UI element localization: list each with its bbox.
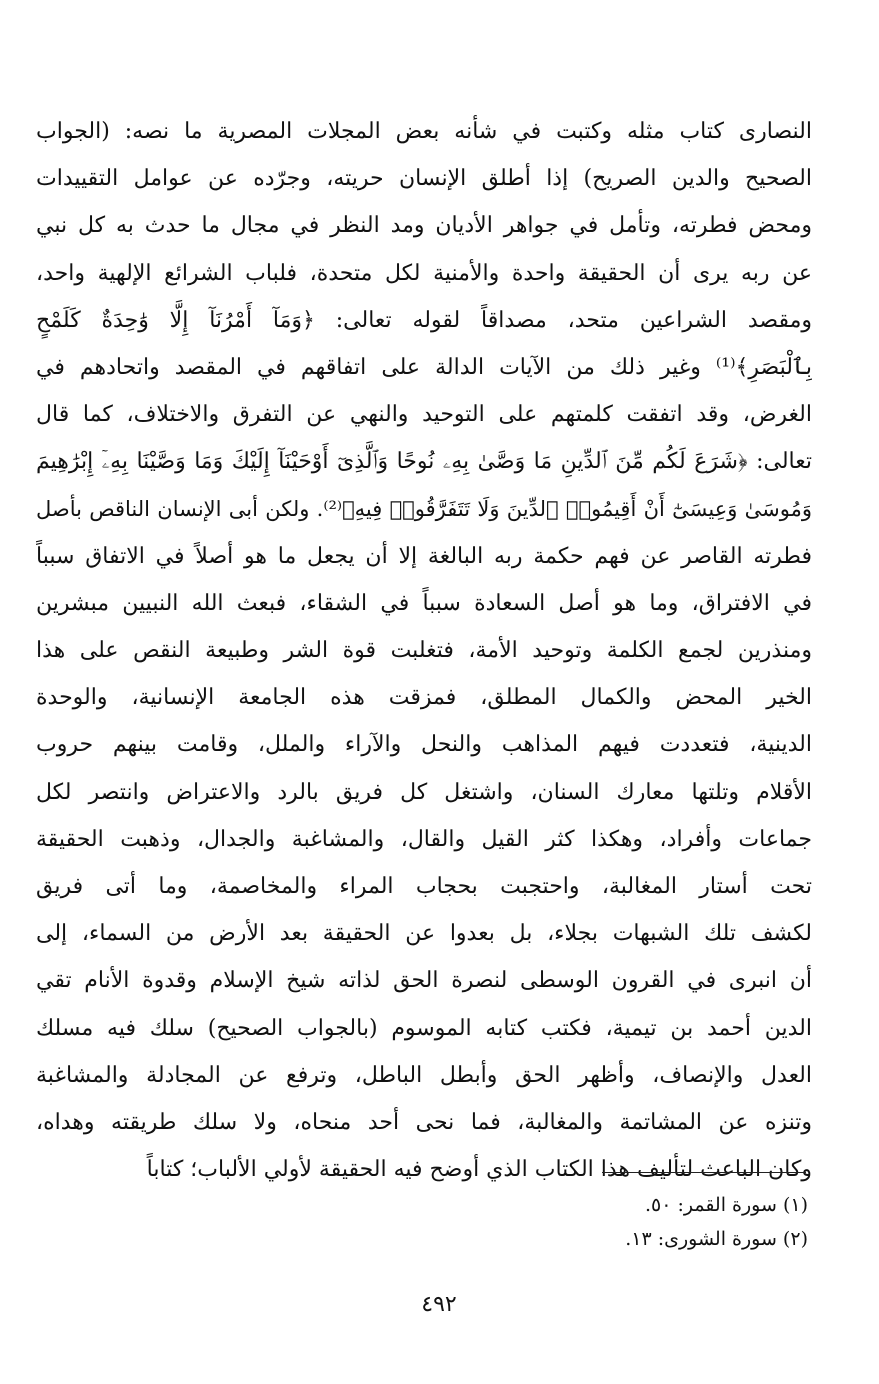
- text-line: ومقصد الشراعين متحد، مصداقاً لقوله تعالى: ﴿وَمَآ أَمْرُنَآ إِلَّا وَٰحِدَةٌ كَلَمْحٍ: [36, 307, 812, 333]
- text-line: عن ربه يرى أن الحقيقة واحدة والأمنية لكل متحدة، فلباب الشرائع الإلهية واحد،: [36, 260, 812, 286]
- text-line: جماعات وأفراد، وهكذا كثر القيل والقال، والمشاغبة والجدال، وذهبت الحقيقة: [36, 826, 812, 852]
- text-line: في الافتراق، وما هو أصل السعادة سبباً في الشقاء، فبعث الله النبيين مبشرين: [36, 590, 812, 616]
- text-line: الصحيح والدين الصريح) إذا أطلق الإنسان حريته، وجرّده عن عوامل التقييدات: [36, 166, 812, 192]
- text-line: تعالى: ﴿شَرَعَ لَكُم مِّنَ ٱلدِّينِ مَا وَصَّىٰ بِهِۦ نُوحًا وَٱلَّذِىٓ أَوْحَيْنَآ إِلَيْكَ وَمَا وَصَّيْنَا بِهِۦٓ إِبْرَٰهِيمَ: [36, 449, 812, 475]
- text-line: وتنزه عن المشاتمة والمغالبة، فما نحى أحد منحاه، ولا سلك طريقته وهداه،: [36, 1109, 812, 1135]
- page-number: ٤٩٢: [421, 1292, 457, 1317]
- footnote-separator: [602, 1172, 806, 1173]
- footnotes: [400, 1188, 808, 1256]
- footnote: (٢) سورة الشورى: ١٣.: [625, 1228, 808, 1250]
- text-line: أن انبرى في القرون الوسطى لنصرة الحق لذاته شيخ الإسلام وقدوة الأنام تقي: [36, 968, 812, 994]
- text-line: الدينية، فتعددت فيهم المذاهب والنحل والآراء والملل، وقامت بينهم حروب: [36, 732, 812, 758]
- text-line: لكشف تلك الشبهات بجلاء، بل بعدوا عن الحقيقة بعد الأرض من السماء، إلى: [36, 921, 812, 947]
- text-line: الدين أحمد بن تيمية، فكتب كتابه الموسوم (بالجواب الصحيح) سلك فيه مسلك: [36, 1015, 812, 1041]
- text-line: تحت أستار المغالبة، واحتجبت بحجاب المراء والمخاصمة، وما أتى فريق: [36, 874, 812, 899]
- text-line: الخير المحض والكمال المطلق، فمزقت هذه الجامعة الإنسانية، والوحدة: [36, 685, 812, 711]
- text-line: الغرض، وقد اتفقت كلمتهم على التوحيد والنهي عن التفرق والاختلاف، كما قال: [36, 402, 812, 428]
- text-line: وَمُوسَىٰ وَعِيسَىٰٓ أَنْ أَقِيمُوا۟ ٱلدِّينَ وَلَا تَتَفَرَّقُوا۟ فِيهِ﴾⁽²⁾. ولكن أبى الإنسان الناقص بأصل: [36, 496, 812, 521]
- footnote: (١) سورة القمر: ٥٠.: [644, 1194, 808, 1216]
- text-line: ومنذرين لجمع الكلمة وتوحيد الأمة، فتغلبت قوة الشر وطبيعة النقص على هذا: [36, 638, 812, 664]
- text-line: الأقلام وتلتها معارك السنان، واشتغل كل فريق بالرد والاعتراض وانتصر لكل: [36, 779, 812, 805]
- text-line: العدل والإنصاف، وأظهر الحق وأبطل الباطل، وترفع عن المجادلة والمشاغبة: [36, 1062, 812, 1088]
- text-line: بِٱلْبَصَرِ﴾⁽¹⁾ وغير ذلك من الآيات الدالة على اتفاقهم في المقصد واتحادهم في: [36, 354, 812, 380]
- text-line: النصارى كتاب مثله وكتبت في شأنه بعض المجلات المصرية ما نصه: (الجواب: [36, 119, 812, 144]
- text-line: فطرته القاصر عن فهم حكمة ربه البالغة إلا أن يجعل ما هو أصلاً في الاتفاق سبباً: [36, 543, 812, 569]
- text-line: ومحض فطرته، وتأمل في جواهر الأديان ومد النظر في مجال ما حدث به كل نبي: [36, 213, 812, 239]
- text-line: وكان الباعث لتأليف هذا الكتاب الذي أوضح فيه الحقيقة لأولي الألباب؛ كتاباً: [146, 1157, 812, 1183]
- main-text: [36, 108, 812, 1193]
